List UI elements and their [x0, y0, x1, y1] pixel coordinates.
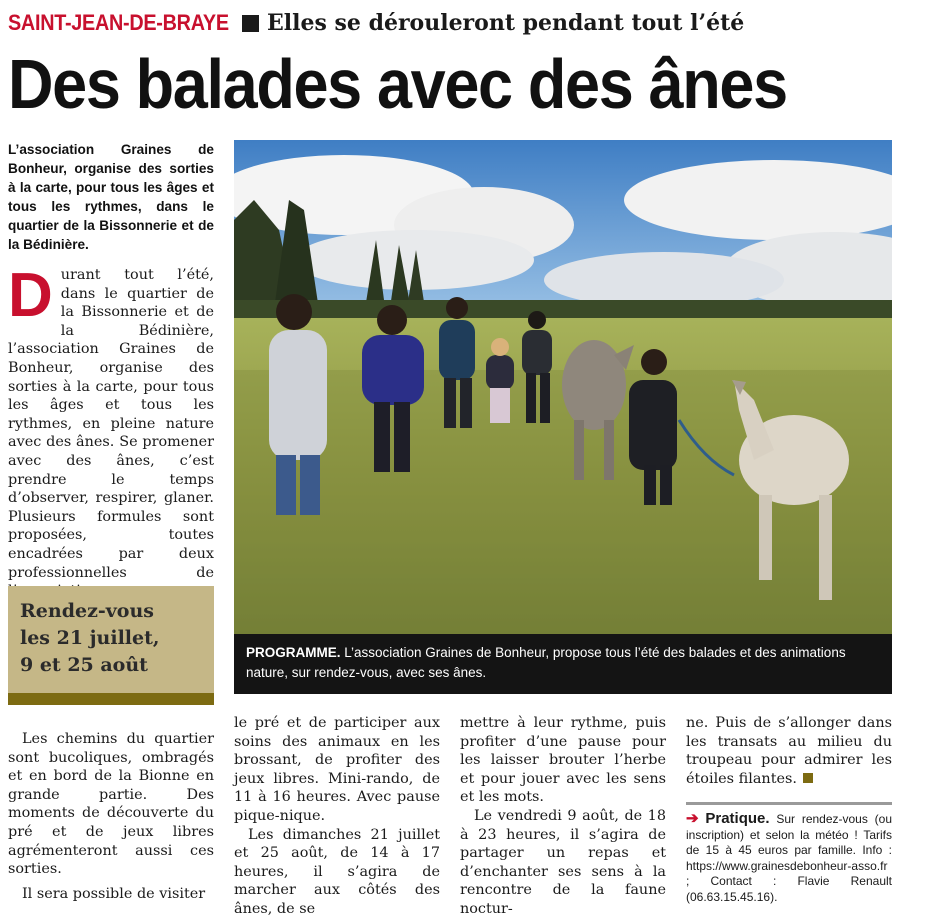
intro-column [8, 261, 214, 601]
column-2 [234, 714, 440, 919]
kicker-subtitle: Elles se dérouleront pendant tout l’été [267, 10, 745, 36]
column-1-paragraph-2: Il sera possible de visiter [22, 885, 206, 902]
pratique-box [686, 802, 892, 905]
arrow-right-icon: ➔ [686, 810, 699, 827]
rendezvous-text: Rendez-vous les 21 juillet, 9 et 25 août [20, 600, 160, 676]
column-3 [460, 714, 666, 919]
photo-walkers-with-donkeys [234, 140, 892, 634]
pratique-label: Pratique. [705, 810, 770, 827]
headline: Des balades avec des ânes [8, 45, 787, 123]
intro-text: urant tout l’été, dans le quartier de la Bissonnerie et de la Bédinière, l’association Graines de Bonheur, organise des sorties à la carte, pour tous les âges et tous les rythmes, en pleine nature avec des ânes. Se promener avec des ânes, c’est prendre le temps d’observer, respirer, glaner. Plusieurs formules sont proposées, toutes encadrées par deux professionnelles de [8, 267, 214, 581]
caption-text: L’association Graines de Bonheur, propose tous l’été des balades et des animations nature, sur rendez-vous, avec ses ânes. [246, 645, 846, 680]
column-2-paragraph-1: le pré et de participer aux soins des animaux en les brossant, de profiter des jeux libres. Mini-rando, de 11 à 16 heures. Avec pause pique-nique. [234, 715, 440, 824]
rendezvous-box [8, 586, 214, 705]
separator-square-icon [242, 15, 259, 32]
intro-paragraph [8, 261, 214, 601]
article-photo [234, 140, 892, 634]
column-1-paragraph-1: Les chemins du quartier sont bucoliques, ombragés et en bord de la Bionne en grande partie. Des moments de découverte du pré et de jeux libres agrémenteront aussi ces sorties. [8, 731, 214, 878]
column-3-paragraph-1: mettre à leur rythme, puis profiter d’une pause pour les laisser brouter l’herbe et pour jouer avec les sens et les mots. [460, 715, 666, 806]
column-3-paragraph-2: Le vendredi 9 août, de 18 à 23 heures, il s’agira de partager un repas et d’enchanter ses sens à la rencontre de la faune noctur- [460, 807, 666, 917]
location-label: SAINT-JEAN-DE-BRAYE [8, 10, 229, 35]
caption-label: PROGRAMME. [246, 645, 341, 660]
column-4-text: ne. Puis de s’allonger dans les transats au milieu du troupeau pour admirer les étoiles filantes. [686, 715, 892, 787]
pratique-text: Sur rendez-vous (ou inscription) et selon la météo ! Tarifs de 15 à 45 euros par famille. Info : https://www.grainesdebonheur-asso.fr ; Contact : Flavie Renault (06.63.15.45.16). [686, 812, 892, 904]
column-1 [8, 730, 214, 903]
lead-paragraph: L’association Graines de Bonheur, organise des sorties à la carte, pour tous les âges et tous les rythmes, dans le quartier de la Bissonnerie et de la Bédinière. [8, 142, 214, 252]
column-2-paragraph-2: Les dimanches 21 juillet et 25 août, de 14 à 17 heures, il s’agira de marcher aux côtés des ânes, de se [234, 826, 440, 917]
photo-caption [234, 634, 892, 694]
end-of-article-square-icon [803, 773, 813, 783]
column-4 [686, 714, 892, 788]
kicker [8, 8, 744, 38]
column-4-paragraph-1 [686, 714, 892, 788]
dropcap: D [8, 261, 53, 330]
